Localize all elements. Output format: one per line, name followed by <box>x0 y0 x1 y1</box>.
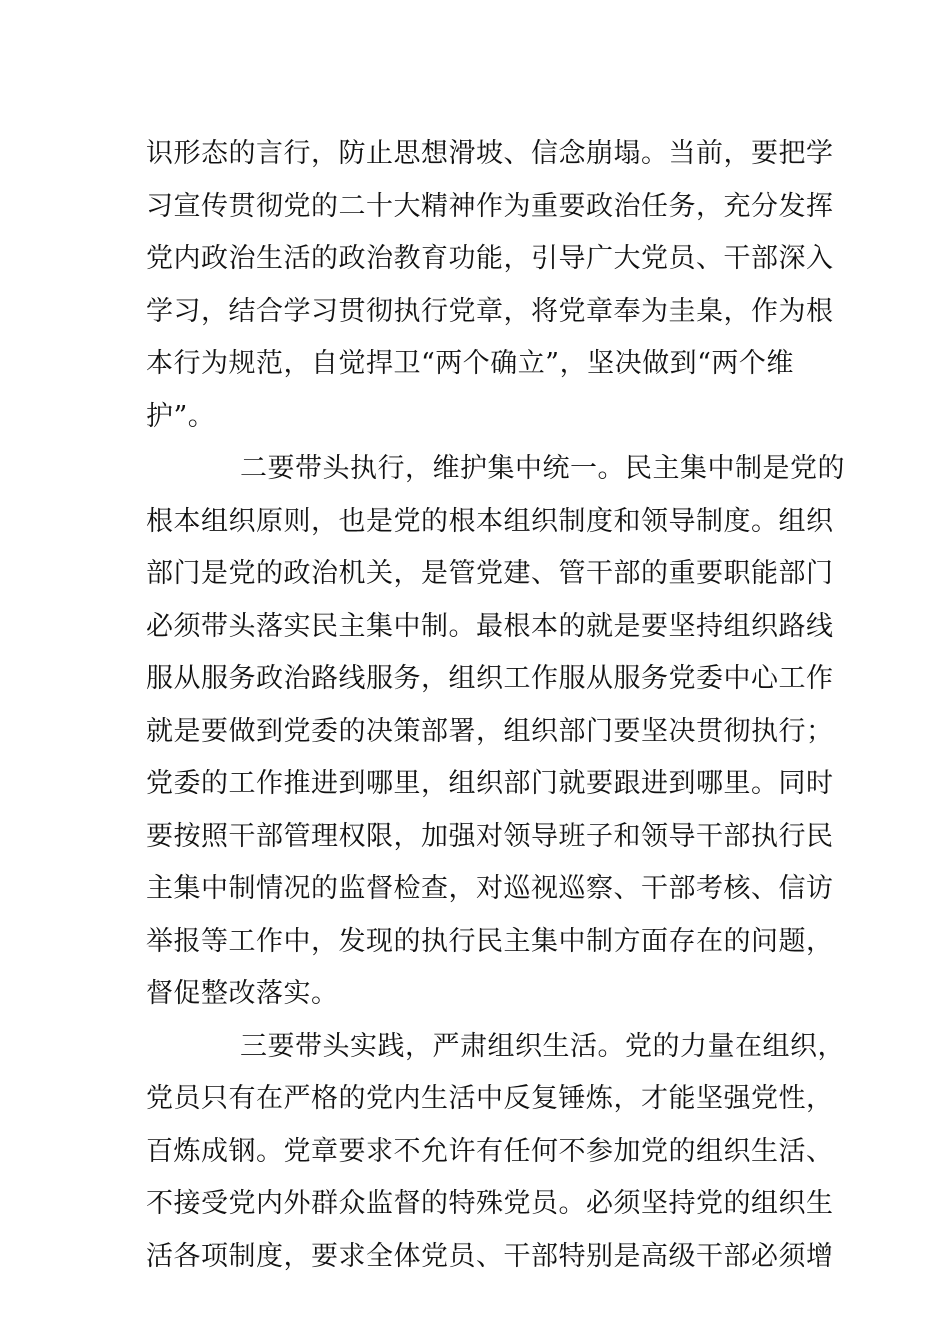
text-line: 服从服务政治路线服务，组织工作服从服务党委中心工作 <box>146 663 834 694</box>
text-line: 识形态的言行，防止思想滑坡、信念崩塌。当前，要把学 <box>146 138 834 169</box>
text-line: 党委的工作推进到哪里，组织部门就要跟进到哪里。同时 <box>146 768 834 799</box>
document-body <box>146 128 845 1283</box>
text-line: 活各项制度，要求全体党员、干部特别是高级干部必须增 <box>146 1240 834 1272</box>
paragraph-2 <box>146 443 845 1021</box>
text-line: 必须带头落实民主集中制。最根本的就是要坚持组织路线 <box>146 610 834 642</box>
text-line: 百炼成钢。党章要求不允许有任何不参加党的组织生活、 <box>146 1135 834 1167</box>
text-line: 习宣传贯彻党的二十大精神作为重要政治任务，充分发挥 <box>146 190 834 222</box>
paragraph-3 <box>146 1021 845 1284</box>
text-line: 本行为规范，自觉捍卫“两个确立”，坚决做到“两个维 <box>146 348 794 379</box>
text-line: 学习，结合学习贯彻执行党章，将党章奉为圭臬，作为根 <box>146 295 834 327</box>
paragraph-1 <box>146 128 834 443</box>
text-line: 要按照干部管理权限，加强对领导班子和领导干部执行民 <box>146 820 834 852</box>
text-line: 三要带头实践，严肃组织生活。党的力量在组织， <box>240 1030 845 1062</box>
text-line: 就是要做到党委的决策部署，组织部门要坚决贯彻执行； <box>146 715 834 747</box>
text-line: 举报等工作中，发现的执行民主集中制方面存在的问题， <box>146 925 834 957</box>
text-line: 护”。 <box>146 400 216 432</box>
text-line: 根本组织原则，也是党的根本组织制度和领导制度。组织 <box>146 505 834 537</box>
text-line: 二要带头执行，维护集中统一。民主集中制是党的 <box>240 453 845 484</box>
text-line: 不接受党内外群众监督的特殊党员。必须坚持党的组织生 <box>146 1188 834 1219</box>
text-line: 部门是党的政治机关，是管党建、管干部的重要职能部门 <box>146 558 834 589</box>
text-line: 党内政治生活的政治教育功能，引导广大党员、干部深入 <box>146 243 834 274</box>
text-line: 督促整改落实。 <box>146 978 339 1009</box>
text-line: 主集中制情况的监督检查，对巡视巡察、干部考核、信访 <box>146 873 834 904</box>
text-line: 党员只有在严格的党内生活中反复锤炼，才能坚强党性， <box>146 1083 834 1114</box>
